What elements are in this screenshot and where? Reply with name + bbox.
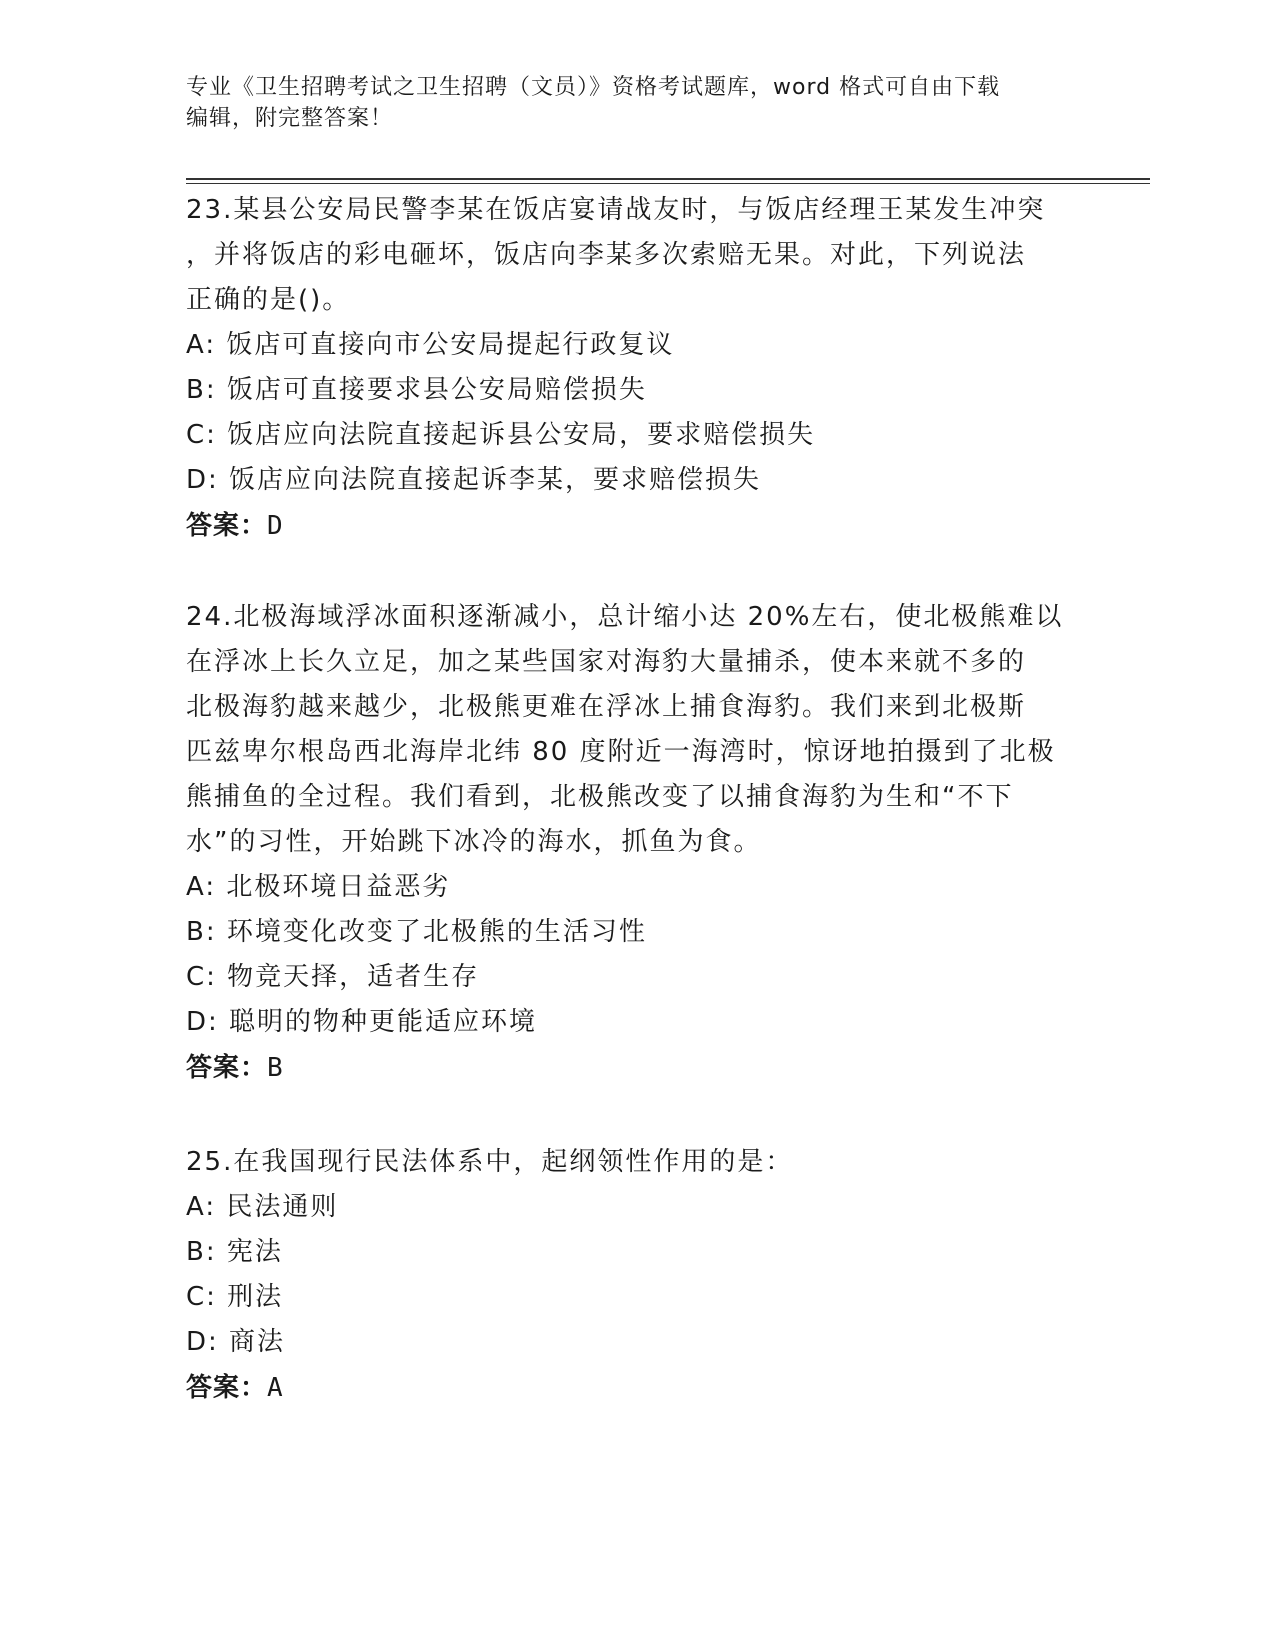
option-a: A: 北极环境日益恶劣	[186, 872, 451, 902]
question-stem-line: 匹兹卑尔根岛西北海岸北纬 80 度附近一海湾时，惊讶地拍摄到了北极	[186, 737, 1056, 767]
answer-label: 答案：	[186, 1373, 268, 1403]
question-25	[186, 1140, 1076, 1411]
answer-label: 答案：	[186, 1053, 268, 1083]
question-stem-line: ，并将饭店的彩电砸坏，饭店向李某多次索赔无果。对此，下列说法	[186, 240, 1027, 270]
header-line-2: 编辑，附完整答案！	[186, 106, 394, 131]
option-d: D: 饭店应向法院直接起诉李某，要求赔偿损失	[186, 465, 762, 495]
header-line-1: 专业《卫生招聘考试之卫生招聘（文员）》资格考试题库，word 格式可自由下载	[186, 75, 1001, 100]
question-stem-line: 北极海豹越来越少，北极熊更难在浮冰上捕食海豹。我们来到北极斯	[186, 692, 1027, 722]
option-a: A: 民法通则	[186, 1192, 339, 1222]
question-stem-line: 23.某县公安局民警李某在饭店宴请战友时，与饭店经理王某发生冲突	[186, 195, 1046, 225]
option-b: B: 环境变化改变了北极熊的生活习性	[186, 917, 647, 947]
option-d: D: 商法	[186, 1327, 286, 1357]
answer-line	[186, 1045, 1076, 1091]
option-c: C: 物竞天择，适者生存	[186, 962, 480, 992]
answer-value: B	[267, 1053, 284, 1083]
answer-value: A	[267, 1373, 284, 1403]
option-a: A: 饭店可直接向市公安局提起行政复议	[186, 330, 675, 360]
answer-label: 答案：	[186, 511, 268, 541]
answer-value: D	[267, 511, 284, 541]
header-divider-thin	[186, 183, 1150, 184]
question-stem-line: 24.北极海域浮冰面积逐渐减小，总计缩小达 20%左右，使北极熊难以	[186, 602, 1064, 632]
answer-line	[186, 503, 1076, 549]
answer-line	[186, 1365, 1076, 1411]
question-stem-line: 在浮冰上长久立足，加之某些国家对海豹大量捕杀，使本来就不多的	[186, 647, 1027, 677]
question-stem-line: 25.在我国现行民法体系中，起纲领性作用的是：	[186, 1147, 794, 1177]
document-header	[186, 72, 1066, 134]
header-divider-thick	[186, 178, 1150, 180]
question-24	[186, 595, 1076, 1091]
option-c: C: 饭店应向法院直接起诉县公安局，要求赔偿损失	[186, 420, 816, 450]
option-b: B: 饭店可直接要求县公安局赔偿损失	[186, 375, 647, 405]
question-stem-line: 水”的习性，开始跳下冰冷的海水，抓鱼为食。	[186, 827, 762, 857]
question-stem-line: 正确的是()。	[186, 285, 351, 315]
question-23	[186, 188, 1076, 549]
question-stem-line: 熊捕鱼的全过程。我们看到，北极熊改变了以捕食海豹为生和“不下	[186, 782, 1014, 812]
option-c: C: 刑法	[186, 1282, 284, 1312]
option-d: D: 聪明的物种更能适应环境	[186, 1007, 538, 1037]
option-b: B: 宪法	[186, 1237, 283, 1267]
